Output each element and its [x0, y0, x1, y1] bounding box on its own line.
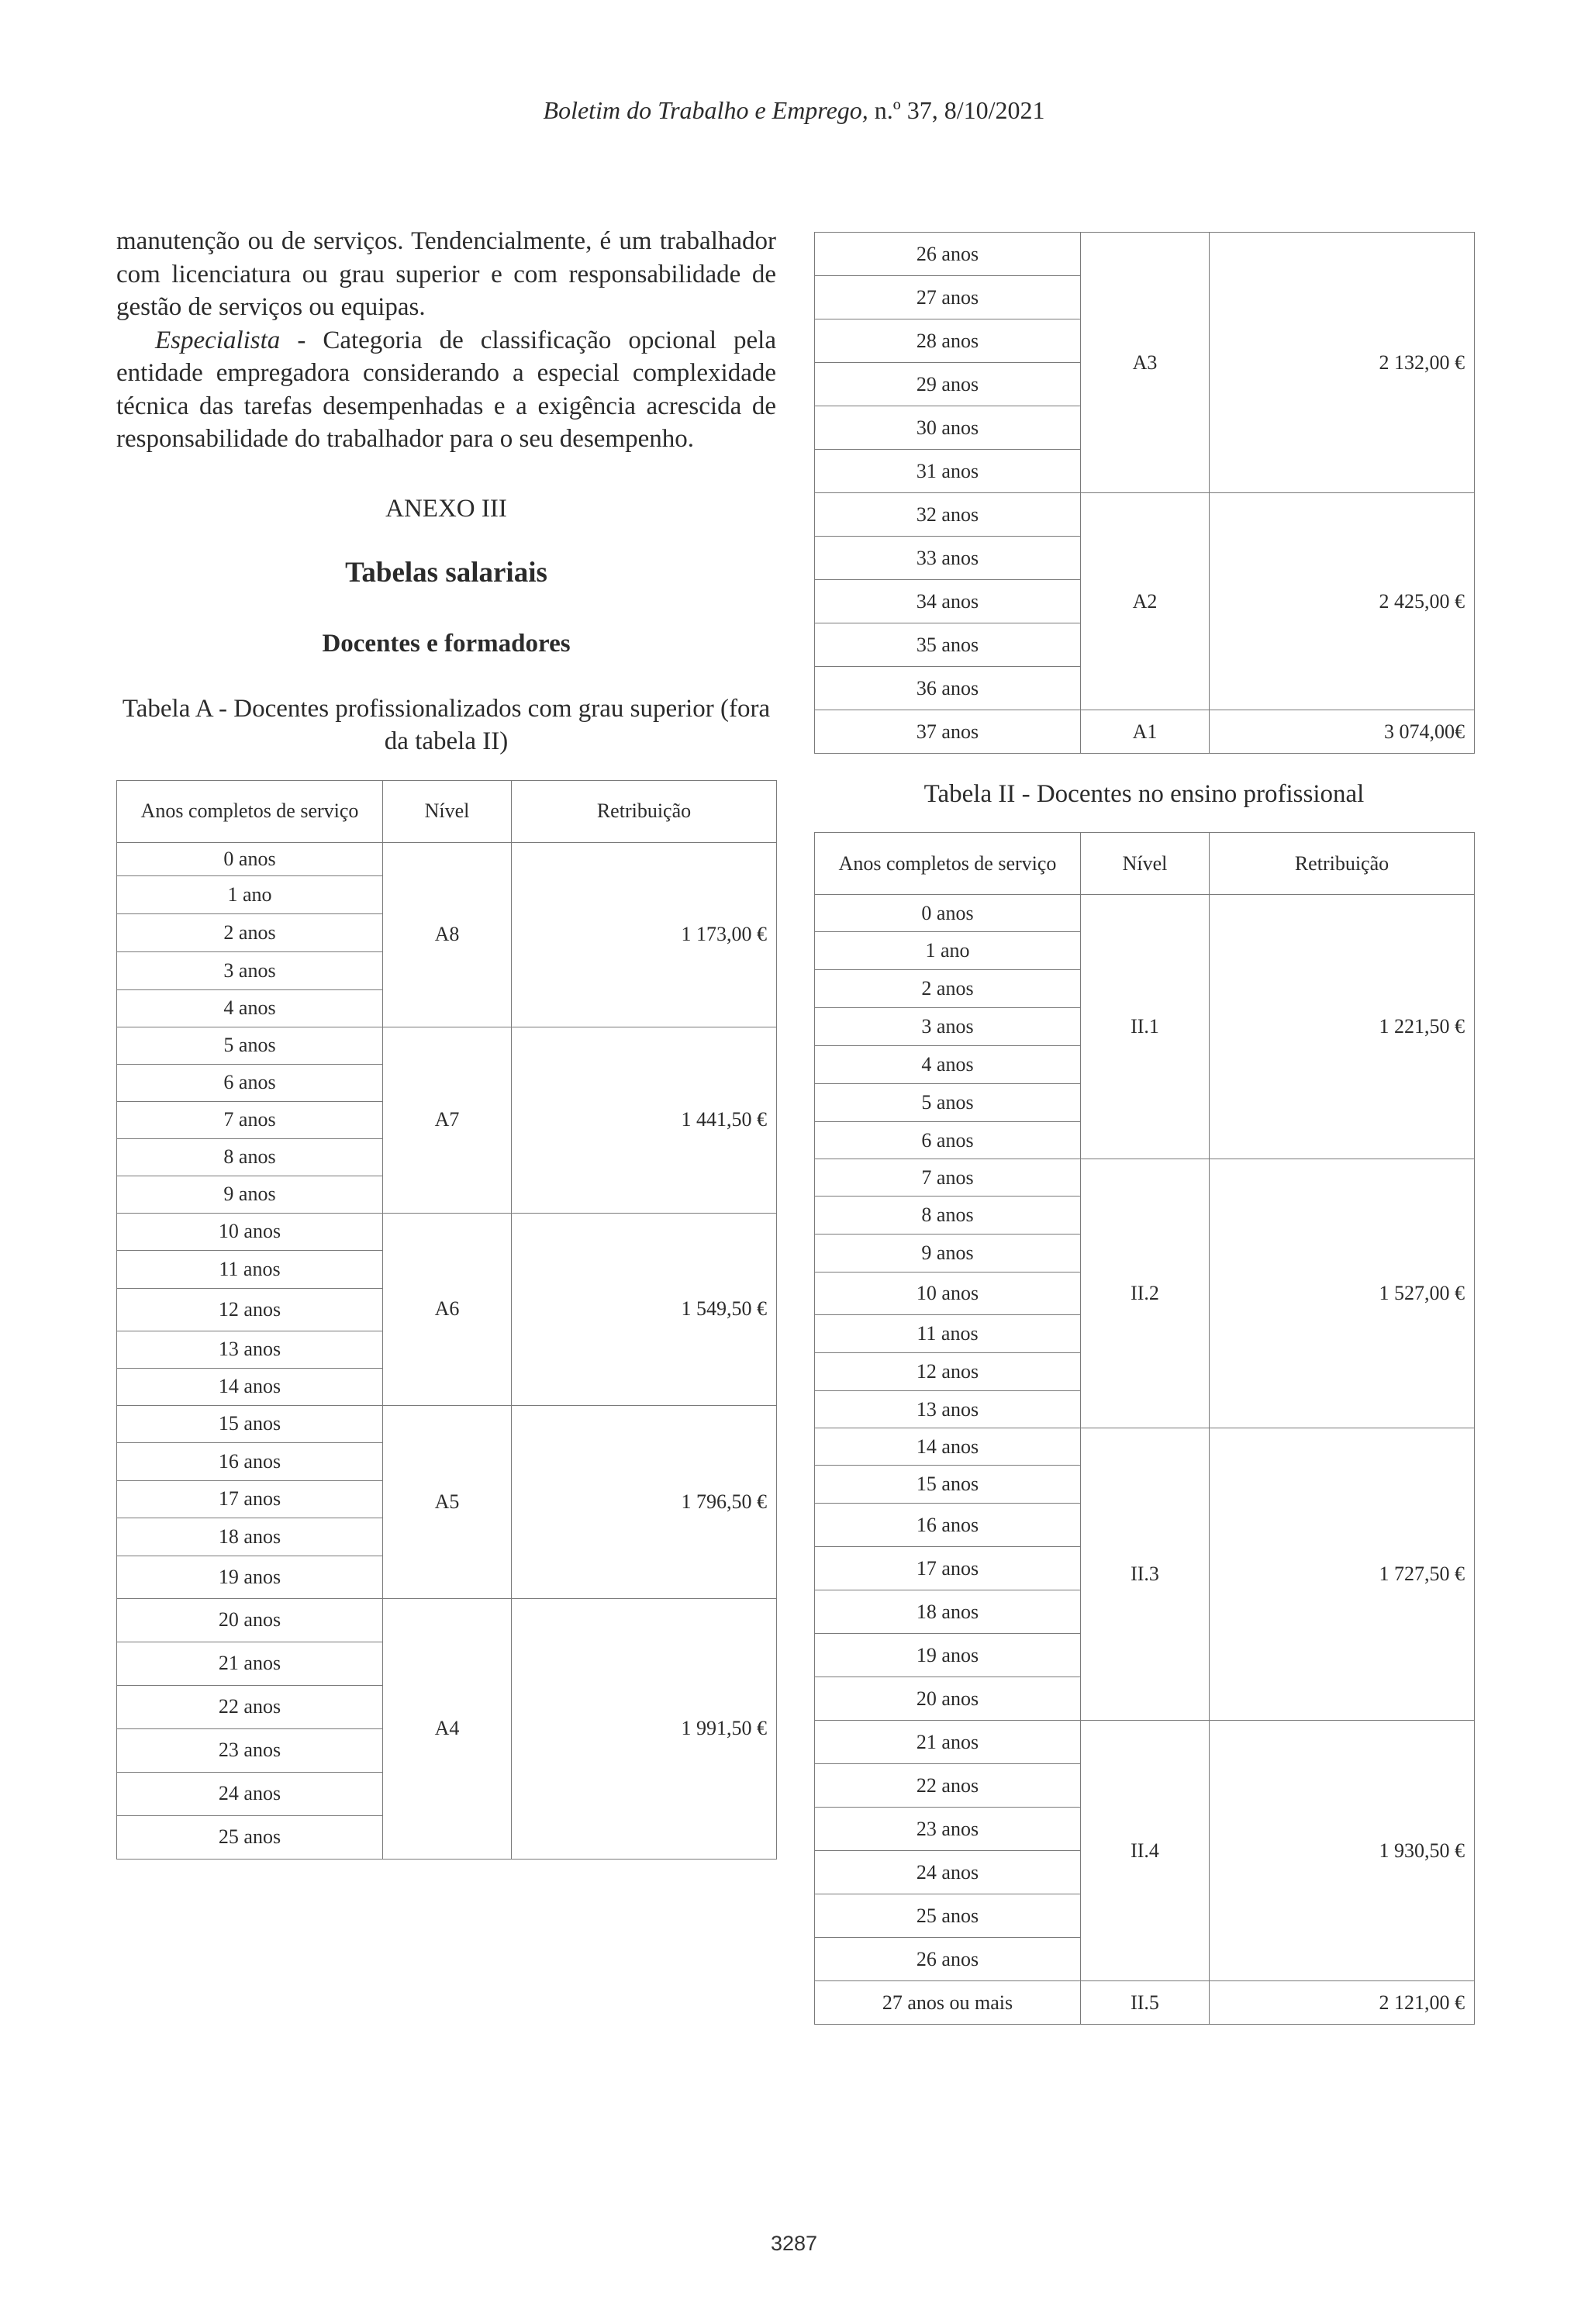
- years-cell: 17 anos: [815, 1547, 1081, 1590]
- table-ii-caption: Tabela II - Docentes no ensino profissional: [923, 780, 1365, 808]
- years-cell: 3 anos: [815, 1008, 1081, 1046]
- years-cell: 13 anos: [117, 1331, 383, 1368]
- years-cell: 27 anos: [815, 276, 1081, 319]
- years-cell: 2 anos: [815, 970, 1081, 1008]
- years-cell: 34 anos: [815, 580, 1081, 623]
- years-cell: 26 anos: [815, 233, 1081, 276]
- pay-cell: 1 441,50 €: [512, 1027, 777, 1213]
- years-cell: 10 anos: [815, 1273, 1081, 1315]
- column-header-level: Nível: [1081, 833, 1210, 895]
- pay-cell: 3 074,00€: [1210, 710, 1475, 754]
- table-ii-body: [815, 895, 1475, 2025]
- years-cell: 21 anos: [117, 1642, 383, 1685]
- years-cell: 16 anos: [117, 1442, 383, 1480]
- level-cell: A1: [1081, 710, 1210, 754]
- years-cell: 23 anos: [815, 1808, 1081, 1851]
- years-cell: 7 anos: [815, 1159, 1081, 1197]
- level-cell: II.1: [1081, 895, 1210, 1159]
- specialist-term: Especialista: [155, 326, 281, 354]
- years-cell: 12 anos: [117, 1288, 383, 1331]
- left-column: [116, 225, 776, 1860]
- table-row: [815, 1428, 1475, 1466]
- years-cell: 12 anos: [815, 1353, 1081, 1391]
- years-cell: 7 anos: [117, 1101, 383, 1138]
- years-cell: 3 anos: [117, 951, 383, 989]
- table-row: [815, 1981, 1475, 2025]
- intro-paragraph-1: manutenção ou de serviços. Tendencialmente, é um trabalhador com licenciatura ou grau superior e com responsabilidade de gestão de serviços ou equipas.: [116, 227, 776, 321]
- pay-cell: 1 991,50 €: [512, 1598, 777, 1859]
- pay-cell: 2 425,00 €: [1210, 493, 1475, 710]
- level-cell: II.3: [1081, 1428, 1210, 1721]
- table-header-row: [815, 833, 1475, 895]
- column-header-pay: Retribuição: [512, 780, 777, 842]
- page-number: 3287: [770, 2232, 818, 2255]
- table-a-body: [117, 842, 777, 1859]
- years-cell: 24 anos: [815, 1851, 1081, 1894]
- table-row: [117, 1213, 777, 1250]
- years-cell: 5 anos: [815, 1084, 1081, 1122]
- years-cell: 8 anos: [815, 1197, 1081, 1235]
- years-cell: 25 anos: [815, 1894, 1081, 1938]
- level-cell: A6: [383, 1213, 512, 1405]
- years-cell: 9 anos: [117, 1176, 383, 1213]
- years-cell: 13 anos: [815, 1391, 1081, 1428]
- bulletin-title: Boletim do Trabalho e Emprego,: [543, 96, 868, 124]
- salary-table-ii: [814, 832, 1475, 2025]
- years-cell: 18 anos: [117, 1518, 383, 1556]
- table-a-continued-body: [815, 233, 1475, 754]
- years-cell: 36 anos: [815, 667, 1081, 710]
- years-cell: 10 anos: [117, 1213, 383, 1250]
- right-column: [814, 232, 1474, 2025]
- intro-paragraph-2: [116, 324, 776, 456]
- level-cell: II.5: [1081, 1981, 1210, 2025]
- years-cell: 25 anos: [117, 1815, 383, 1859]
- years-cell: 11 anos: [815, 1315, 1081, 1353]
- years-cell: 30 anos: [815, 406, 1081, 450]
- years-cell: 19 anos: [815, 1634, 1081, 1677]
- years-cell: 0 anos: [815, 895, 1081, 932]
- annex-title: ANEXO III: [385, 494, 507, 523]
- level-cell: A2: [1081, 493, 1210, 710]
- years-cell: 37 anos: [815, 710, 1081, 754]
- years-cell: 4 anos: [117, 989, 383, 1027]
- table-row: [815, 710, 1475, 754]
- column-header-level: Nível: [383, 780, 512, 842]
- years-cell: 27 anos ou mais: [815, 1981, 1081, 2025]
- pay-cell: 2 121,00 €: [1210, 1981, 1475, 2025]
- level-cell: A3: [1081, 233, 1210, 493]
- level-cell: II.2: [1081, 1159, 1210, 1428]
- level-cell: A5: [383, 1405, 512, 1598]
- table-header-row: [117, 780, 777, 842]
- years-cell: 0 anos: [117, 842, 383, 875]
- years-cell: 22 anos: [117, 1685, 383, 1728]
- column-header-years: Anos completos de serviço: [117, 780, 383, 842]
- pay-cell: 2 132,00 €: [1210, 233, 1475, 493]
- column-header-years: Anos completos de serviço: [815, 833, 1081, 895]
- years-cell: 23 anos: [117, 1728, 383, 1772]
- level-cell: A8: [383, 842, 512, 1027]
- years-cell: 5 anos: [117, 1027, 383, 1064]
- years-cell: 26 anos: [815, 1938, 1081, 1981]
- years-cell: 19 anos: [117, 1556, 383, 1598]
- years-cell: 29 anos: [815, 363, 1081, 406]
- section-heading: Docentes e formadores: [322, 629, 571, 658]
- table-row: [815, 1721, 1475, 1764]
- annex-subtitle: Tabelas salariais: [345, 556, 547, 589]
- years-cell: 14 anos: [117, 1368, 383, 1405]
- years-cell: 1 ano: [117, 875, 383, 913]
- table-row: [117, 1027, 777, 1064]
- years-cell: 11 anos: [117, 1250, 383, 1288]
- years-cell: 14 anos: [815, 1428, 1081, 1466]
- level-cell: II.4: [1081, 1721, 1210, 1981]
- level-cell: A7: [383, 1027, 512, 1213]
- table-row: [117, 842, 777, 875]
- table-row: [815, 233, 1475, 276]
- years-cell: 33 anos: [815, 537, 1081, 580]
- table-row: [117, 1405, 777, 1442]
- table-row: [117, 1598, 777, 1642]
- years-cell: 31 anos: [815, 450, 1081, 493]
- pay-cell: 1 930,50 €: [1210, 1721, 1475, 1981]
- salary-table-a-continued: [814, 232, 1475, 754]
- years-cell: 28 anos: [815, 319, 1081, 363]
- years-cell: 24 anos: [117, 1772, 383, 1815]
- years-cell: 32 anos: [815, 493, 1081, 537]
- specialist-definition: - Categoria de classificação opcional pela entidade empregadora considerando a especial complexidade técnica das tarefas desempenhadas e a exigência acrescida de responsabilidade do trabalhador para o seu desempenho.: [116, 326, 776, 453]
- table-row: [815, 1159, 1475, 1197]
- level-cell: A4: [383, 1598, 512, 1859]
- years-cell: 8 anos: [117, 1138, 383, 1176]
- years-cell: 18 anos: [815, 1590, 1081, 1634]
- years-cell: 15 anos: [117, 1405, 383, 1442]
- years-cell: 2 anos: [117, 913, 383, 951]
- table-row: [815, 895, 1475, 932]
- years-cell: 35 anos: [815, 623, 1081, 667]
- pay-cell: 1 549,50 €: [512, 1213, 777, 1405]
- pay-cell: 1 796,50 €: [512, 1405, 777, 1598]
- pay-cell: 1 727,50 €: [1210, 1428, 1475, 1721]
- years-cell: 9 anos: [815, 1235, 1081, 1273]
- years-cell: 22 anos: [815, 1764, 1081, 1808]
- page-header: [0, 96, 1588, 125]
- table-row: [815, 493, 1475, 537]
- bulletin-issue: n.º 37, 8/10/2021: [868, 96, 1045, 124]
- years-cell: 21 anos: [815, 1721, 1081, 1764]
- years-cell: 17 anos: [117, 1480, 383, 1518]
- pay-cell: 1 527,00 €: [1210, 1159, 1475, 1428]
- years-cell: 6 anos: [117, 1064, 383, 1101]
- years-cell: 1 ano: [815, 932, 1081, 970]
- pay-cell: 1 221,50 €: [1210, 895, 1475, 1159]
- pay-cell: 1 173,00 €: [512, 842, 777, 1027]
- years-cell: 20 anos: [815, 1677, 1081, 1721]
- salary-table-a: [116, 780, 777, 1860]
- column-header-pay: Retribuição: [1210, 833, 1475, 895]
- years-cell: 4 anos: [815, 1046, 1081, 1084]
- years-cell: 6 anos: [815, 1122, 1081, 1159]
- years-cell: 16 anos: [815, 1504, 1081, 1547]
- years-cell: 20 anos: [117, 1598, 383, 1642]
- years-cell: 15 anos: [815, 1466, 1081, 1504]
- table-a-caption: Tabela A - Docentes profissionalizados com grau superior (fora da tabela II): [122, 694, 771, 755]
